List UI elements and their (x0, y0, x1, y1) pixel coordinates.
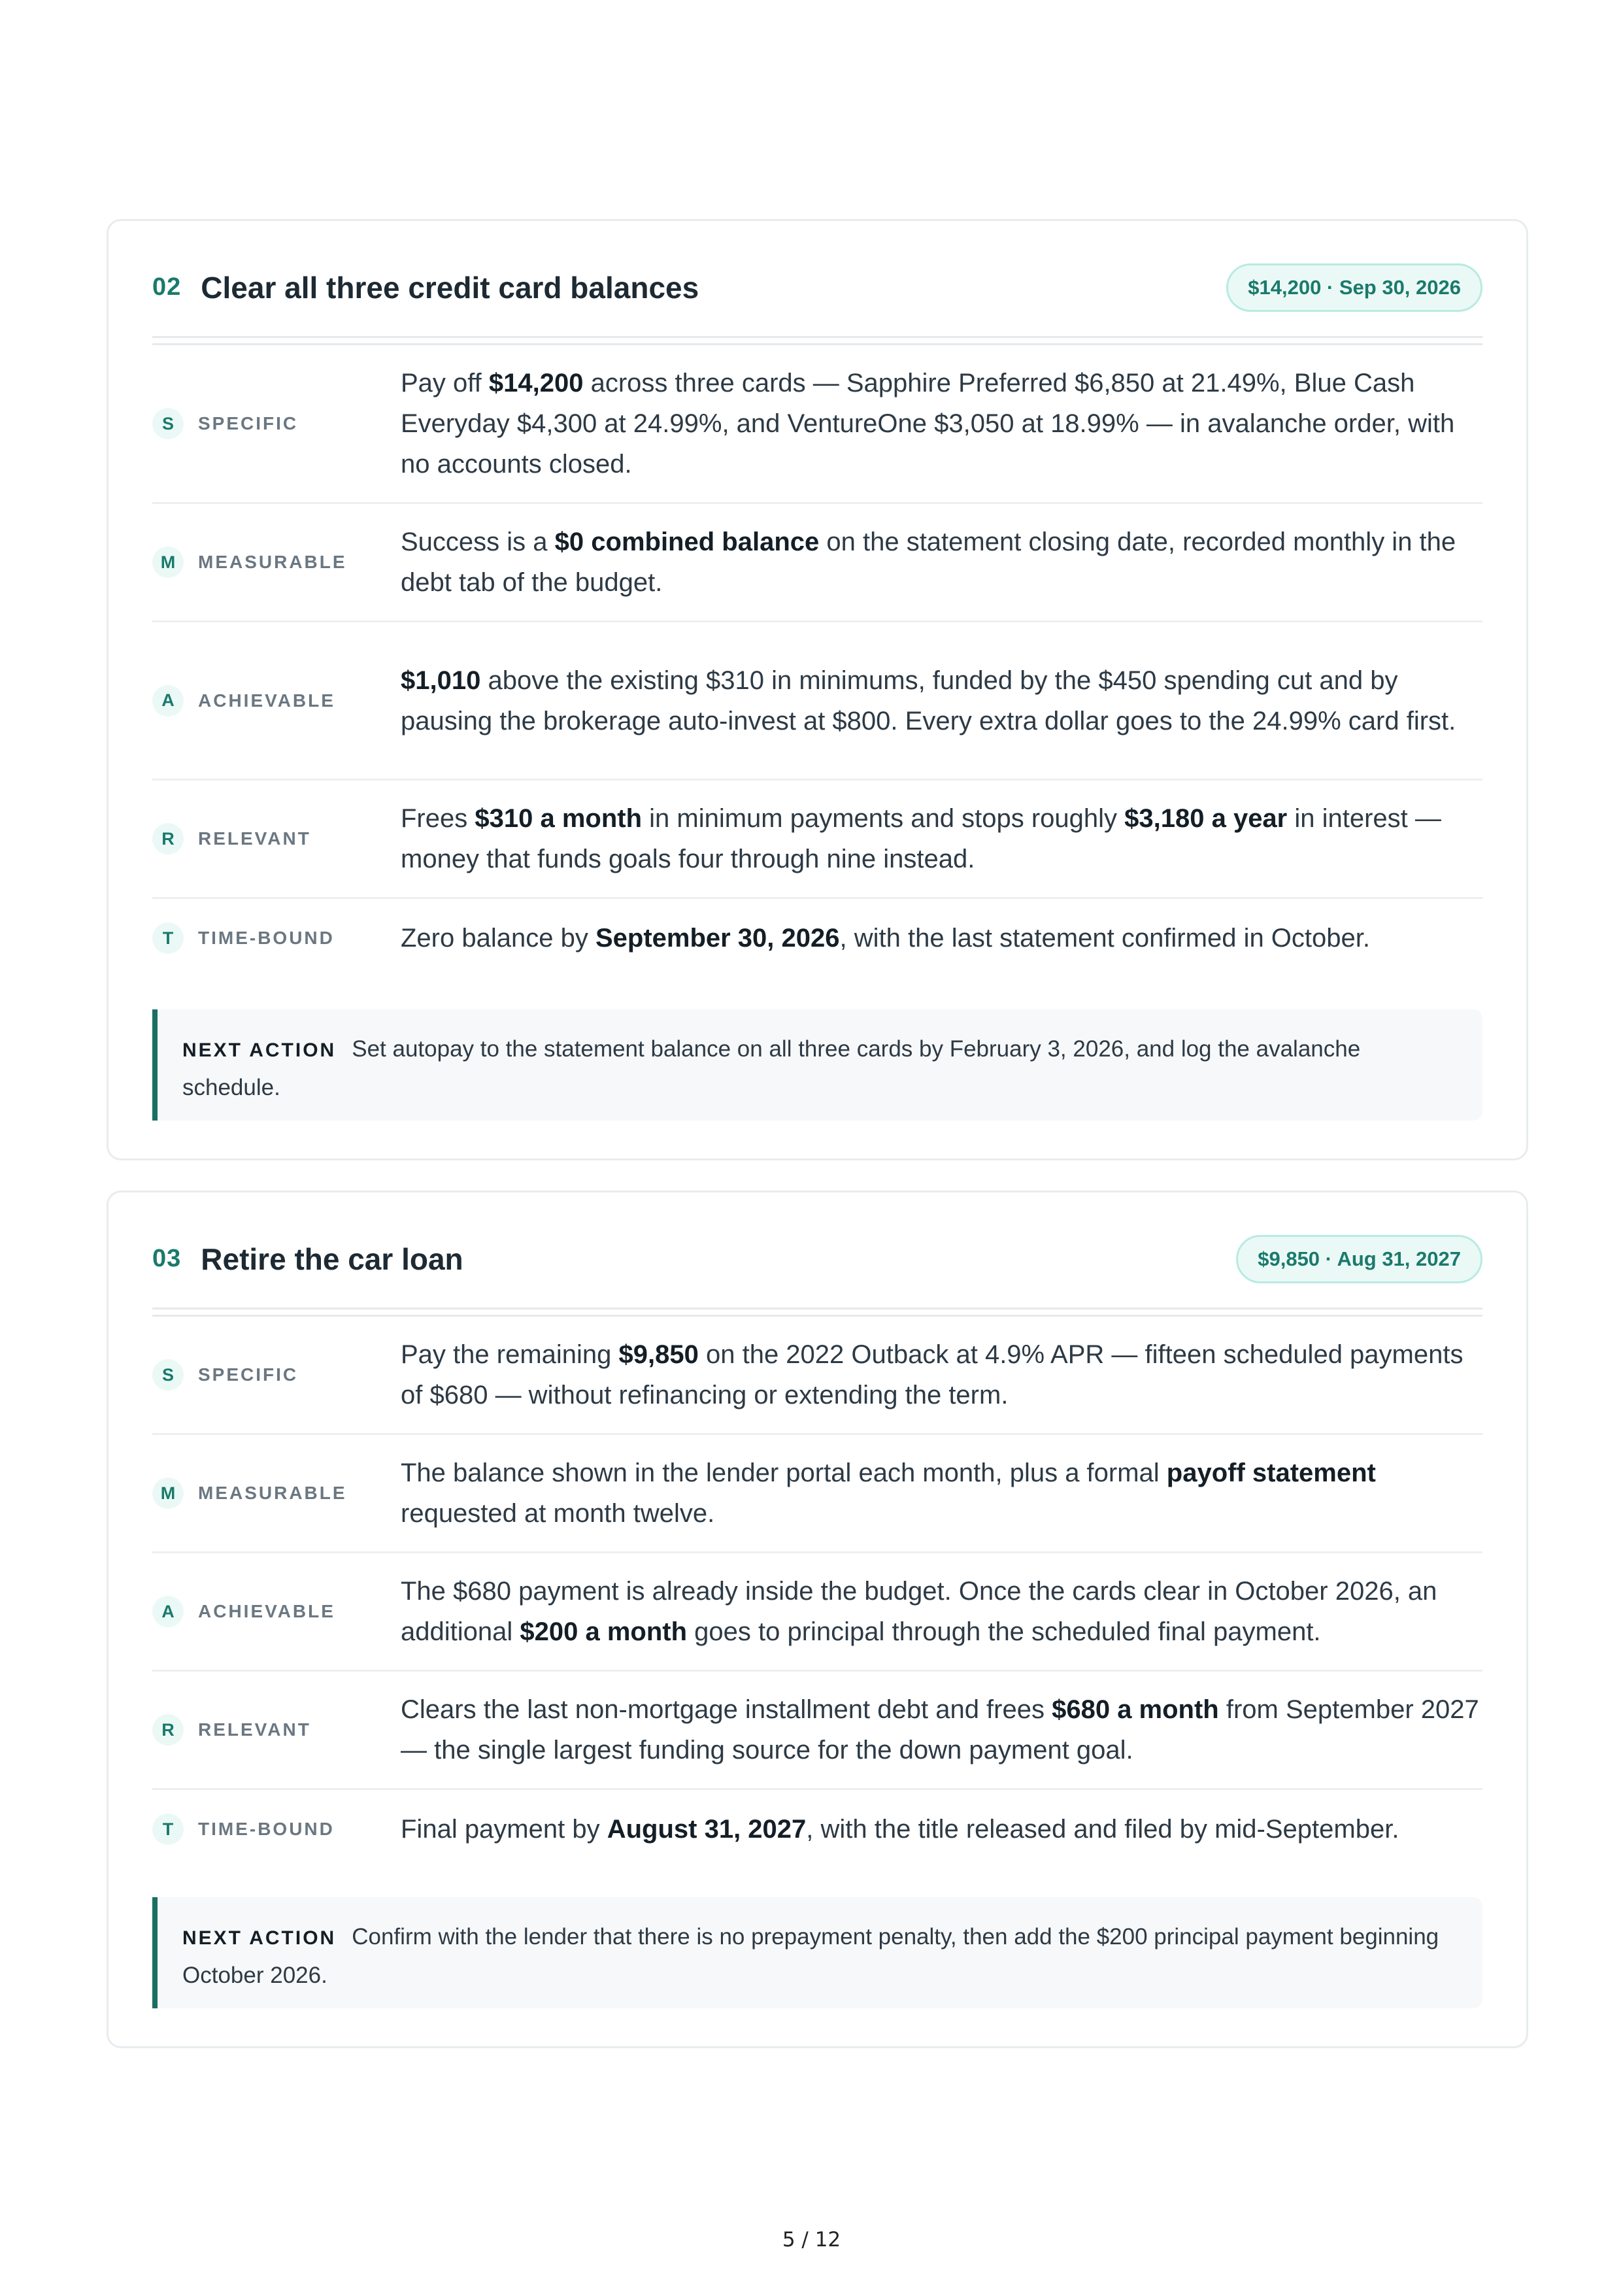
criterion-text: Zero balance by September 30, 2026, with the last statement confirmed in October. (401, 924, 1370, 953)
criterion-text: $1,010 above the existing $310 in minimums, funded by the $450 spending cut and by pausing the brokerage auto-invest at $800. Every extra dollar goes to the 24.99% card first. (401, 666, 1456, 735)
criterion-label: SPECIFIC (198, 1364, 299, 1385)
criterion-letter: S (152, 1359, 184, 1391)
goal-title: Retire the car loan (201, 1241, 463, 1276)
criterion-text: Clears the last non-mortgage installment debt and frees $680 a month from September 2027 — the single largest funding source for the down payment goal. (401, 1695, 1479, 1764)
criterion-letter: T (152, 1814, 184, 1845)
header-divider (152, 1308, 1482, 1317)
emphasis-text: $9,850 (618, 1340, 699, 1369)
emphasis-text: $14,200 (488, 369, 584, 397)
criterion-row-measurable (152, 1435, 1482, 1553)
header-divider (152, 336, 1482, 345)
criterion-row-specific (152, 345, 1482, 504)
criterion-letter: T (152, 922, 184, 954)
goal-card (107, 219, 1528, 1160)
criterion-row-achievable (152, 622, 1482, 781)
criterion-row-time-bound (152, 899, 1482, 977)
criterion-text: Final payment by August 31, 2027, with the title released and filed by mid-September. (401, 1815, 1399, 1844)
page-number: 5 / 12 (782, 2228, 841, 2252)
next-action-text: Confirm with the lender that there is no prepayment penalty, then add the $200 principal payment beginning October 2026. (182, 1924, 1439, 1988)
criterion-row-relevant (152, 1672, 1482, 1790)
goal-number: 02 (152, 273, 182, 301)
criterion-letter: S (152, 408, 184, 439)
criterion-label: ACHIEVABLE (198, 690, 335, 711)
smart-criteria-list (152, 345, 1482, 977)
emphasis-text: $200 a month (520, 1617, 688, 1646)
criterion-label: SPECIFIC (198, 413, 299, 433)
criterion-label: ACHIEVABLE (198, 1601, 335, 1621)
criterion-letter: M (152, 1477, 184, 1509)
criterion-label: RELEVANT (198, 1719, 311, 1740)
goal-amount-date-badge: $14,200 · Sep 30, 2026 (1226, 263, 1482, 312)
goal-header (152, 262, 1482, 312)
criterion-letter: R (152, 1714, 184, 1746)
criterion-label: MEASURABLE (198, 552, 347, 572)
goal-amount-date-badge: $9,850 · Aug 31, 2027 (1236, 1235, 1482, 1283)
criterion-text: Pay off $14,200 across three cards — Sapphire Preferred $6,850 at 21.49%, Blue Cash Everyday $4,300 at 24.99%, and VentureOne $3,050 at 18.99% — in avalanche order, with no accounts closed. (401, 369, 1455, 479)
next-action-label: NEXT ACTION (182, 1039, 337, 1061)
criterion-row-measurable (152, 504, 1482, 622)
criterion-label: TIME-BOUND (198, 928, 335, 948)
criterion-label: RELEVANT (198, 828, 311, 849)
next-action-text: Set autopay to the statement balance on all three cards by February 3, 2026, and log the avalanche schedule. (182, 1036, 1361, 1100)
criterion-letter: M (152, 547, 184, 578)
criterion-row-specific (152, 1317, 1482, 1435)
criterion-label: TIME-BOUND (198, 1819, 335, 1839)
emphasis-text: $680 a month (1052, 1695, 1219, 1724)
next-action-label: NEXT ACTION (182, 1927, 337, 1949)
criterion-row-time-bound (152, 1790, 1482, 1868)
criterion-label: MEASURABLE (198, 1483, 347, 1503)
next-action-callout (152, 1897, 1482, 2008)
goal-number: 03 (152, 1245, 182, 1272)
criterion-letter: A (152, 1596, 184, 1627)
criterion-text: Frees $310 a month in minimum payments and stops roughly $3,180 a year in interest — money that funds goals four through nine instead. (401, 804, 1441, 873)
emphasis-text: September 30, 2026 (595, 924, 840, 953)
goal-header (152, 1234, 1482, 1284)
emphasis-text: $310 a month (475, 804, 643, 833)
next-action-callout (152, 1009, 1482, 1121)
smart-criteria-list (152, 1317, 1482, 1868)
emphasis-text: $3,180 a year (1124, 804, 1288, 833)
criterion-letter: A (152, 685, 184, 717)
criterion-text: Pay the remaining $9,850 on the 2022 Outback at 4.9% APR — fifteen scheduled payments of $680 — without refinancing or extending the term. (401, 1340, 1464, 1410)
emphasis-text: August 31, 2027 (607, 1815, 807, 1844)
criterion-text: The balance shown in the lender portal each month, plus a formal payoff statement requested at month twelve. (401, 1459, 1376, 1528)
emphasis-text: $1,010 (401, 666, 481, 695)
criterion-row-achievable (152, 1553, 1482, 1672)
criterion-letter: R (152, 823, 184, 854)
emphasis-text: $0 combined balance (554, 528, 820, 556)
criterion-text: The $680 payment is already inside the budget. Once the cards clear in October 2026, an additional $200 a month goes to principal through the scheduled final payment. (401, 1577, 1437, 1646)
goal-title: Clear all three credit card balances (201, 270, 699, 305)
criterion-row-relevant (152, 781, 1482, 899)
criterion-text: Success is a $0 combined balance on the statement closing date, recorded monthly in the debt tab of the budget. (401, 528, 1456, 597)
emphasis-text: payoff statement (1166, 1459, 1376, 1487)
goal-card (107, 1190, 1528, 2048)
